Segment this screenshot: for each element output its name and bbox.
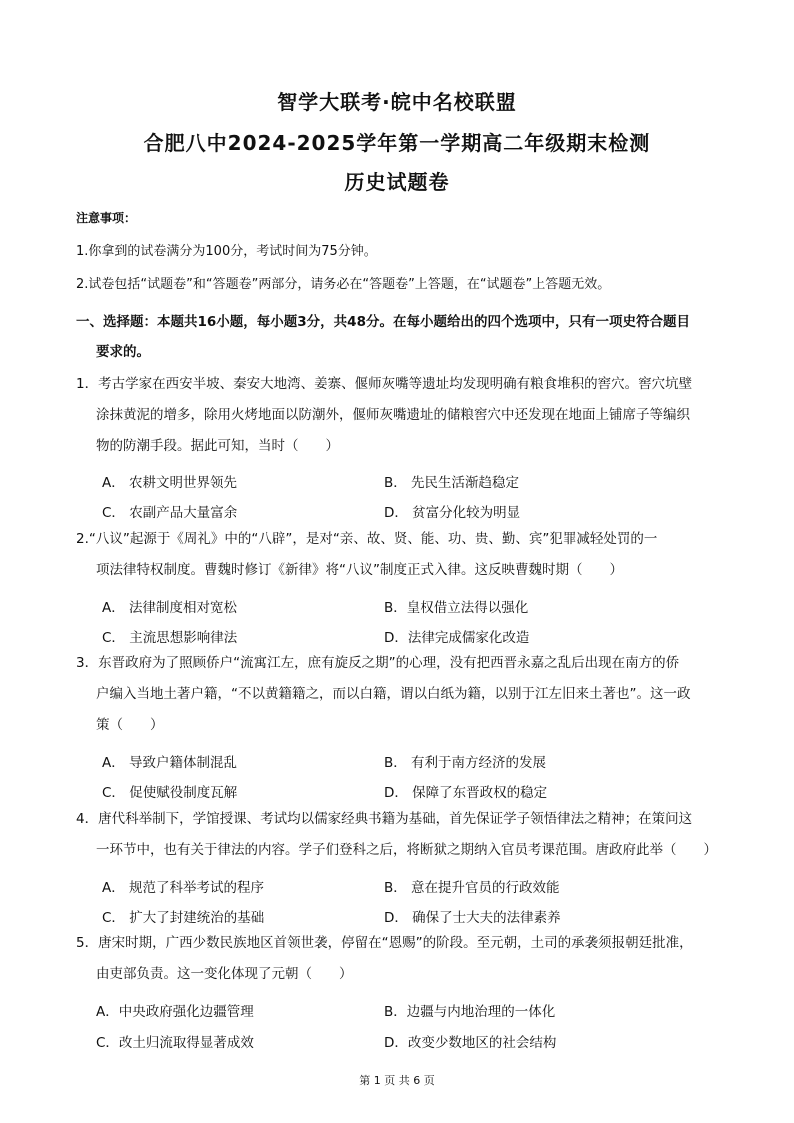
exam-school-title: 合肥八中2024-2025学年第一学期高二年级期末检测 [143,131,651,155]
question-1-line-2: 涂抹黄泥的增多，除用火烤地面以防潮外，偃师灰嘴遗址的储粮窖穴中还发现在地面上铺席子等编织 [96,407,690,423]
question-1-line-1: 1．考古学家在西安半坡、秦安大地湾、姜寨、偃师灰嘴等遗址均发现明确有粮食堆积的窖穴。窖穴坑壁 [76,376,693,392]
notice-label: 注意事项： [76,211,137,225]
question-1-option-c: C． 农副产品大量富余 [102,505,238,521]
question-5-option-b: B．边疆与内地治理的一体化 [384,1004,556,1020]
question-2-line-2: 项法律特权制度。曹魏时修订《新律》将“八议”制度正式入律。这反映曹魏时期（ ） [96,562,623,578]
question-3-option-a: A． 导致户籍体制混乱 [102,755,238,771]
question-3-line-2: 户编入当地土著户籍，“不以黄籍籍之，而以白籍，谓以白纸为籍，以别于江左旧来土著也”。这一政 [96,686,691,702]
exam-alliance-title: 智学大联考·皖中名校联盟 [277,90,517,114]
question-4-line-1: 4．唐代科举制下，学馆授课、考试均以儒家经典书籍为基础，首先保证学子领悟律法之精神；在策问这 [76,811,693,827]
question-3-option-b: B． 有利于南方经济的发展 [384,755,547,771]
question-2-option-a: A． 法律制度相对宽松 [102,600,238,616]
question-3-line-1: 3．东晋政府为了照顾侨户“流寓江左，庶有旋反之期”的心理，没有把西晋永嘉之乱后出现在南方的侨 [76,655,680,671]
notice-item-2: 2.试卷包括“试题卷”和“答题卷”两部分，请务必在“答题卷”上答题，在“试题卷”上答题无效。 [76,277,611,292]
page-number: 第 1 页 共 6 页 [359,1074,435,1087]
exam-subject-title: 历史试题卷 [344,170,450,194]
question-2-line-1: 2.“八议”起源于《周礼》中的“八辟”，是对“亲、故、贤、能、功、贵、勤、宾”犯罪减轻处罚的一 [76,531,658,547]
question-4-option-a: A． 规范了科举考试的程序 [102,880,265,896]
question-5-line-2: 由吏部负责。这一变化体现了元朝（ ） [96,966,353,982]
section-heading-cont: 要求的。 [96,344,150,360]
notice-item-1: 1.你拿到的试卷满分为100分，考试时间为75分钟。 [76,244,377,259]
question-3-option-c: C． 促使赋役制度瓦解 [102,785,238,801]
question-4-line-2: 一环节中，也有关于律法的内容。学子们登科之后，将断狱之期纳入官员考课范围。唐政府此举（ ） [96,842,717,858]
question-3-line-3: 策（ ） [96,717,164,733]
question-1-option-d: D． 贫富分化较为明显 [384,505,521,521]
question-5-option-d: D．改变少数地区的社会结构 [384,1035,557,1051]
question-2-option-b: B．皇权借立法得以强化 [384,600,529,616]
question-2-option-c: C． 主流思想影响律法 [102,630,238,646]
question-4-option-d: D． 确保了士大夫的法律素养 [384,910,561,926]
question-1-option-a: A． 农耕文明世界领先 [102,475,238,491]
question-3-option-d: D． 保障了东晋政权的稳定 [384,785,548,801]
question-1-option-b: B． 先民生活渐趋稳定 [384,475,520,491]
question-4-option-b: B． 意在提升官员的行政效能 [384,880,560,896]
section-heading: 一、选择题：本题共16小题，每小题3分，共48分。在每小题给出的四个选项中，只有一项史符合题目 [76,314,690,330]
question-5-option-c: C．改土归流取得显著成效 [96,1035,254,1051]
question-5-option-a: A．中央政府强化边疆管理 [96,1004,254,1020]
question-2-option-d: D．法律完成儒家化改造 [384,630,530,646]
question-1-line-3: 物的防潮手段。据此可知，当时（ ） [96,438,339,454]
question-5-line-1: 5．唐宋时期，广西少数民族地区首领世袭，停留在“恩赐”的阶段。至元朝，土司的承袭须报朝廷批准， [76,935,693,951]
question-4-option-c: C． 扩大了封建统治的基础 [102,910,265,926]
